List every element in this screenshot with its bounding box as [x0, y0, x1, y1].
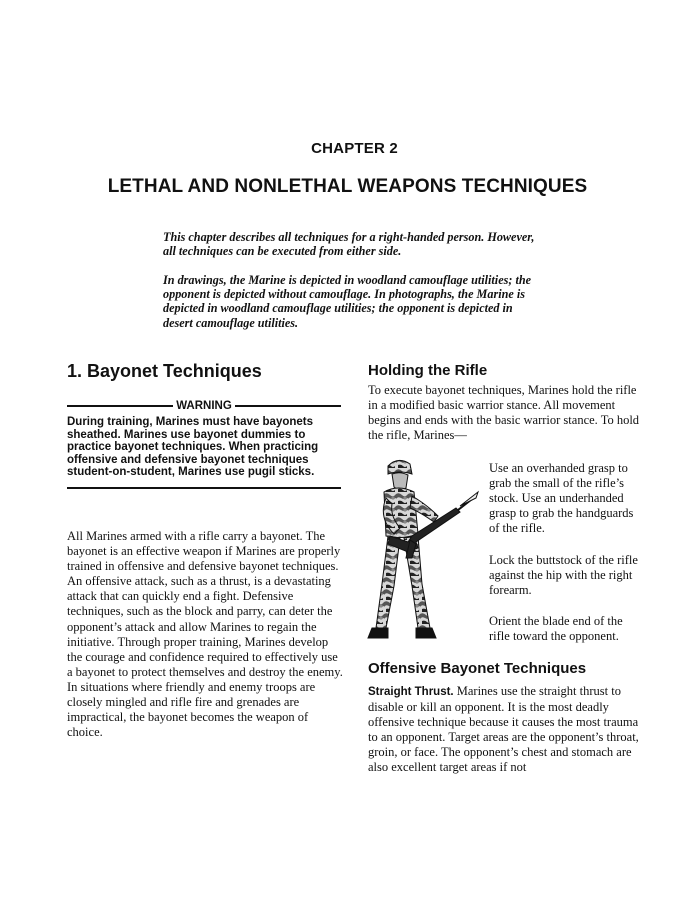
bayonet-intro-text: All Marines armed with a rifle carry a bayonet. The bayonet is an effective weapon if Marines are properly trained in offensive and defensive bayonet techniques. An offensive attack, such as a thrust, is a devastating attack that can quickly end a fight. Defensive techniques, such as the block and parry, can deter the opponent’s attack and allow Marines to regain the initiative. Through proper training, Marines develop the courage and confidence required to effectively use a bayonet to protect themselves and destroy the enemy. In situations where friendly and enemy troops are closely mingled and rifle fire and grenades are impractical, the bayonet becomes the weapon of choice.	[67, 529, 343, 740]
warning-rule-right	[235, 405, 341, 407]
offensive-techniques-heading: Offensive Bayonet Techniques	[368, 660, 587, 677]
marine-with-rifle-illustration	[360, 456, 480, 651]
warning-label: WARNING	[176, 400, 232, 412]
bayonet-intro-paragraph	[67, 529, 345, 740]
straight-thrust-text	[368, 684, 640, 776]
holding-rifle-heading: Holding the Rifle	[368, 362, 488, 379]
section-title: 1. Bayonet Techniques	[67, 361, 262, 381]
chapter-title: LETHAL AND NONLETHAL WEAPONS TECHNIQUES	[107, 176, 588, 197]
holding-step-1-text: Use an overhanded grasp to grab the small of the rifle’s stock. Use an underhanded grasp to grab the handguards of the rifle.	[489, 461, 634, 536]
holding-step-1	[489, 461, 639, 536]
straight-thrust-run-in: Straight Thrust.	[368, 686, 454, 698]
holding-rifle-paragraph	[368, 383, 640, 443]
intro-paragraph-2	[163, 273, 543, 330]
holding-step-3-text: Orient the blade end of the rifle toward the opponent.	[489, 614, 623, 644]
straight-thrust-paragraph	[368, 684, 640, 776]
warning-header	[67, 400, 341, 412]
holding-rifle-text: To execute bayonet techniques, Marines hold the rifle in a modified basic warrior stance. All movement begins and ends with the basic warrior stance. To hold the rifle, Marines—	[368, 383, 640, 443]
straight-thrust-body: Marines use the straight thrust to disable or kill an opponent. It is the most deadly offensive technique because it causes the most trauma to an opponent. Target areas are the opponent’s throat, groin, or face. The opponent’s chest and stomach are also excellent target areas if not	[368, 684, 639, 775]
warning-text: During training, Marines must have bayonets sheathed. Marines use bayonet dummies to practice bayonet techniques. When practicing offensive and defensive bayonet techniques student-on-student, Marines use pugil sticks.	[67, 416, 319, 479]
holding-step-3	[489, 614, 639, 644]
holding-step-2-text: Lock the buttstock of the rifle against the hip with the right forearm.	[489, 553, 638, 598]
intro-text-1: This chapter describes all techniques for a right-handed person. However, all techniques can be executed from either side.	[163, 230, 535, 259]
warning-rule-bottom	[67, 487, 341, 489]
intro-paragraph-1	[163, 230, 543, 258]
holding-step-2	[489, 553, 639, 598]
intro-text-2: In drawings, the Marine is depicted in woodland camouflage utilities; the opponent is depicted without camouflage. In photographs, the Marine is depicted in woodland camouflage utilities; the opponent is depicted in desert camouflage utilities.	[163, 273, 532, 330]
chapter-number: CHAPTER 2	[311, 140, 398, 157]
warning-rule-left	[67, 405, 173, 407]
warning-box	[67, 400, 341, 489]
